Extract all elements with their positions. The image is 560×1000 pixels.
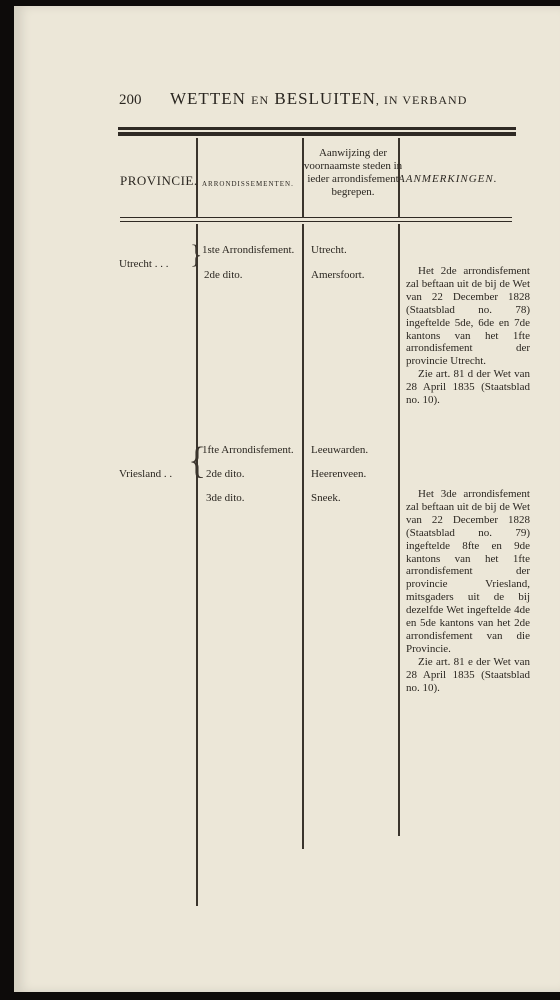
province-vriesland: Vriesland . . (119, 468, 173, 480)
running-title-tail: , IN VERBAND (375, 93, 468, 107)
table-row: 1ste Arrondisfement. (202, 244, 295, 256)
note-reference: Zie art. 81 d der Wet van 28 April 1835 (Staatsblad no. 10). (406, 368, 530, 407)
brace: { (188, 440, 207, 482)
province-utrecht: Utrecht . . . (119, 258, 169, 270)
header-aanmerkingen: AANMERKINGEN. (398, 173, 498, 185)
running-title (170, 89, 467, 109)
column-divider (302, 224, 304, 849)
running-title-word-2: EN (251, 93, 270, 107)
note-utrecht (406, 265, 530, 407)
header-arrondissementen: ARRONDISSEMENTEN. (202, 180, 294, 188)
table-row: Heerenveen. (311, 468, 367, 480)
column-divider (196, 224, 198, 906)
table-row: 3de dito. (206, 492, 245, 504)
note-text: Het 2de arrondisfement zal beftaan uit de bij de Wet van 22 December 1828 (Staatsblad no. 78) ingeftelde 5de, 6de en 7de kantons van het 1fte arrondisfement der provincie Utrecht. (406, 265, 530, 368)
page-number: 200 (119, 92, 142, 108)
running-title-word-3: BESLUITEN (274, 89, 376, 108)
table-row: 2de dito. (204, 269, 243, 281)
header-bottom-rule (120, 217, 512, 218)
table-row: Amersfoort. (311, 269, 365, 281)
table-row: Sneek. (311, 492, 341, 504)
note-text: Het 3de arrondisfement zal beftaan uit de bij de Wet van 22 December 1828 (Staatsblad no. 79) ingeftelde 8fte en 9de kantons van het 1fte arrondisfement der provincie Vriesland, mitsgaders uit de bij dezelfde Wet ingeftelde 4de en 5de kantons van het 2de arrondisfement van die Provincie. (406, 488, 530, 655)
top-thick-rule (118, 127, 516, 130)
top-thick-rule-2 (118, 132, 516, 136)
running-title-word-1: WETTEN (170, 89, 246, 108)
brace: } (190, 240, 203, 269)
table-row: Utrecht. (311, 244, 347, 256)
header-provincie: PROVINCIE. (120, 173, 198, 188)
table-row: 2de dito. (206, 468, 245, 480)
note-vriesland (406, 488, 530, 695)
book-page (14, 6, 560, 992)
table-row: 1fte Arrondisfement. (202, 444, 294, 456)
header-aanwijzing: Aanwijzing der voornaamste steden in ieder arrondisfement begrepen. (303, 147, 403, 198)
header-bottom-rule-2 (120, 221, 512, 222)
table-row: Leeuwarden. (311, 444, 369, 456)
note-reference: Zie art. 81 e der Wet van 28 April 1835 (Staatsblad no. 10). (406, 655, 530, 694)
column-divider (398, 224, 400, 836)
